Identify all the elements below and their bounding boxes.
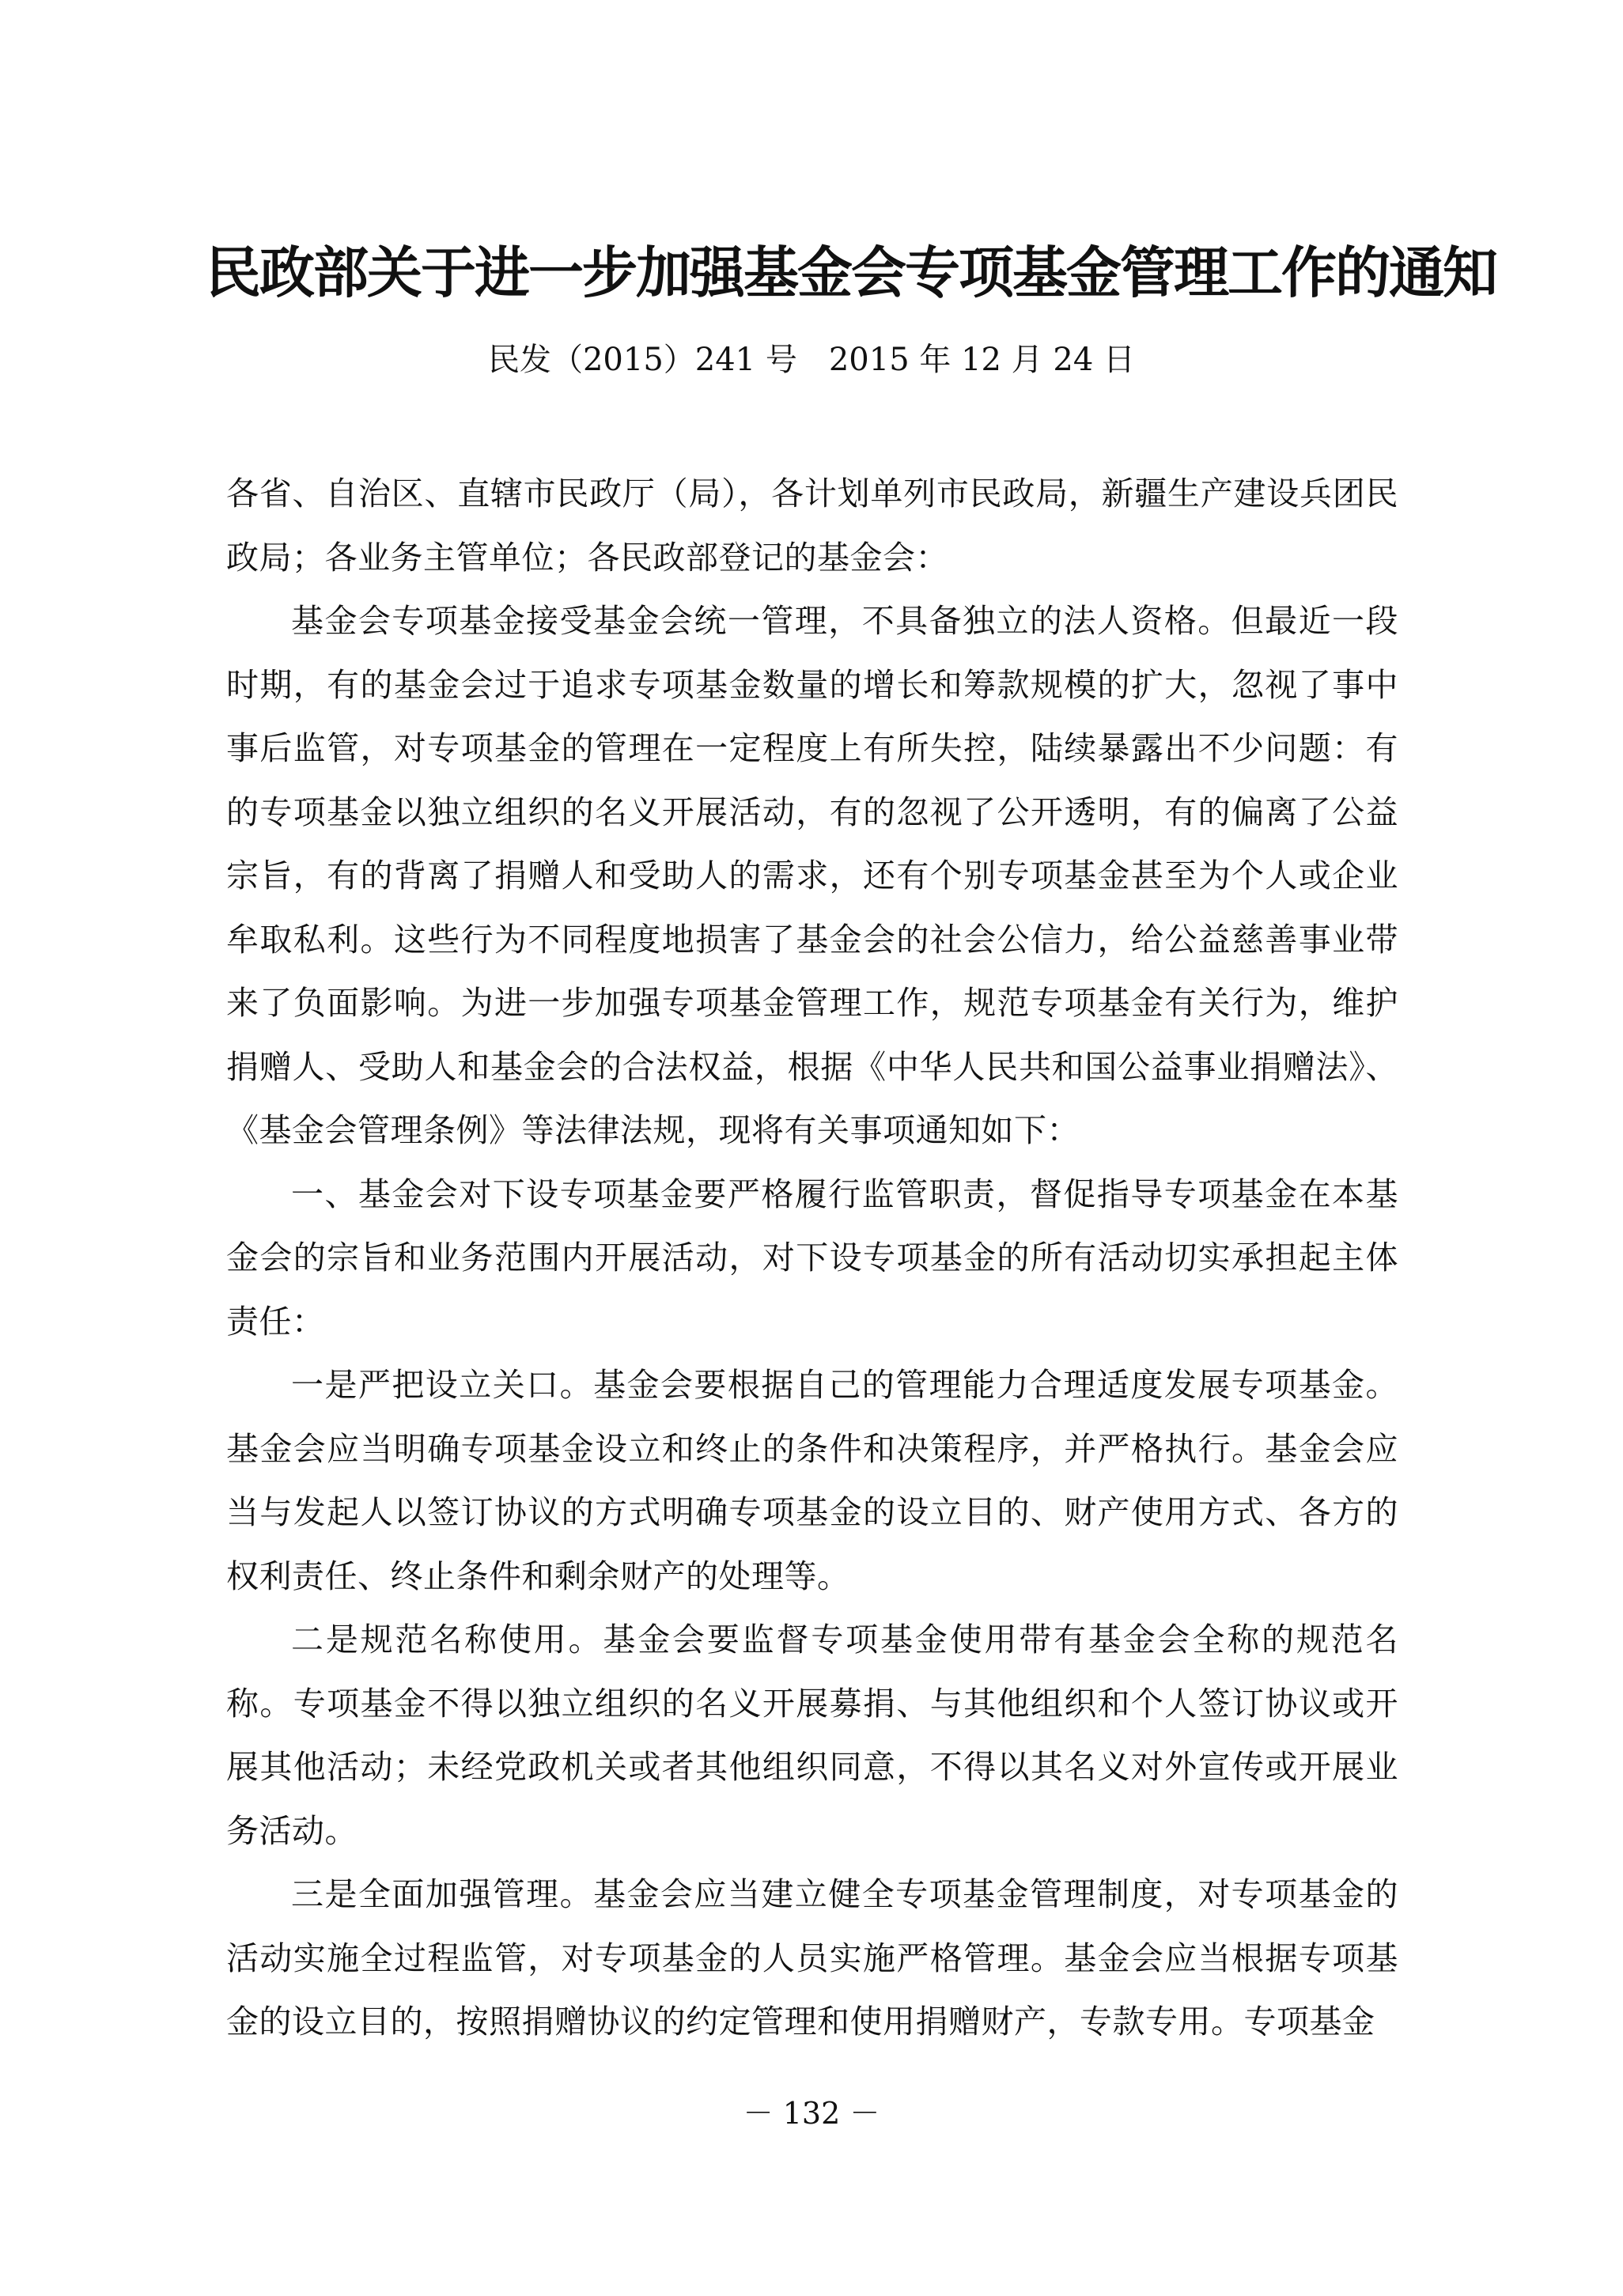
document-body xyxy=(226,462,1398,2054)
body-paragraph: 基金会专项基金接受基金会统一管理，不具备独立的法人资格。但最近一段时期，有的基金会过于追求专项基金数量的增长和筹款规模的扩大，忽视了事中事后监管，对专项基金的管理在一定程度上有所失控，陆续暴露出不少问题：有的专项基金以独立组织的名义开展活动，有的忽视了公开透明，有的偏离了公益宗旨，有的背离了捐赠人和受助人的需求，还有个别专项基金甚至为个人或企业牟取私利。这些行为不同程度地损害了基金会的社会公信力，给公益慈善事业带来了负面影响。为进一步加强专项基金管理工作，规范专项基金有关行为，维护捐赠人、受助人和基金会的合法权益，根据《中华人民共和国公益事业捐赠法》、《基金会管理条例》等法律法规，现将有关事项通知如下： xyxy=(226,602,1398,1149)
addressee-paragraph: 各省、自治区、直辖市民政厅（局），各计划单列市民政局，新疆生产建设兵团民政局；各业务主管单位；各民政部登记的基金会： xyxy=(226,475,1398,577)
body-paragraph: 一、基金会对下设专项基金要严格履行监管职责，督促指导专项基金在本基金会的宗旨和业务范围内开展活动，对下设专项基金的所有活动切实承担起主体责任： xyxy=(226,1174,1398,1341)
body-paragraph: 一是严把设立关口。基金会要根据自己的管理能力合理适度发展专项基金。基金会应当明确专项基金设立和终止的条件和决策程序，并严格执行。基金会应当与发起人以签订协议的方式明确专项基金的设立目的、财产使用方式、各方的权利责任、终止条件和剩余财产的处理等。 xyxy=(226,1366,1398,1595)
document-number-and-date: 民发（2015）241 号 2015 年 12 月 24 日 xyxy=(487,342,1136,378)
page-number: － 132 － xyxy=(743,2096,880,2131)
body-paragraph: 三是全面加强管理。基金会应当建立健全专项基金管理制度，对专项基金的活动实施全过程监管，对专项基金的人员实施严格管理。基金会应当根据专项基金的设立目的，按照捐赠协议的约定管理和使用捐赠财产，专款专用。专项基金 xyxy=(226,1875,1398,2041)
body-paragraph: 二是规范名称使用。基金会要监督专项基金使用带有基金会全称的规范名称。专项基金不得以独立组织的名义开展募捐、与其他组织和个人签订协议或开展其他活动；未经党政机关或者其他组织同意，不得以其名义对外宣传或开展业务活动。 xyxy=(226,1621,1398,1850)
document-title: 民政部关于进一步加强基金会专项基金管理工作的通知 xyxy=(206,240,1496,305)
